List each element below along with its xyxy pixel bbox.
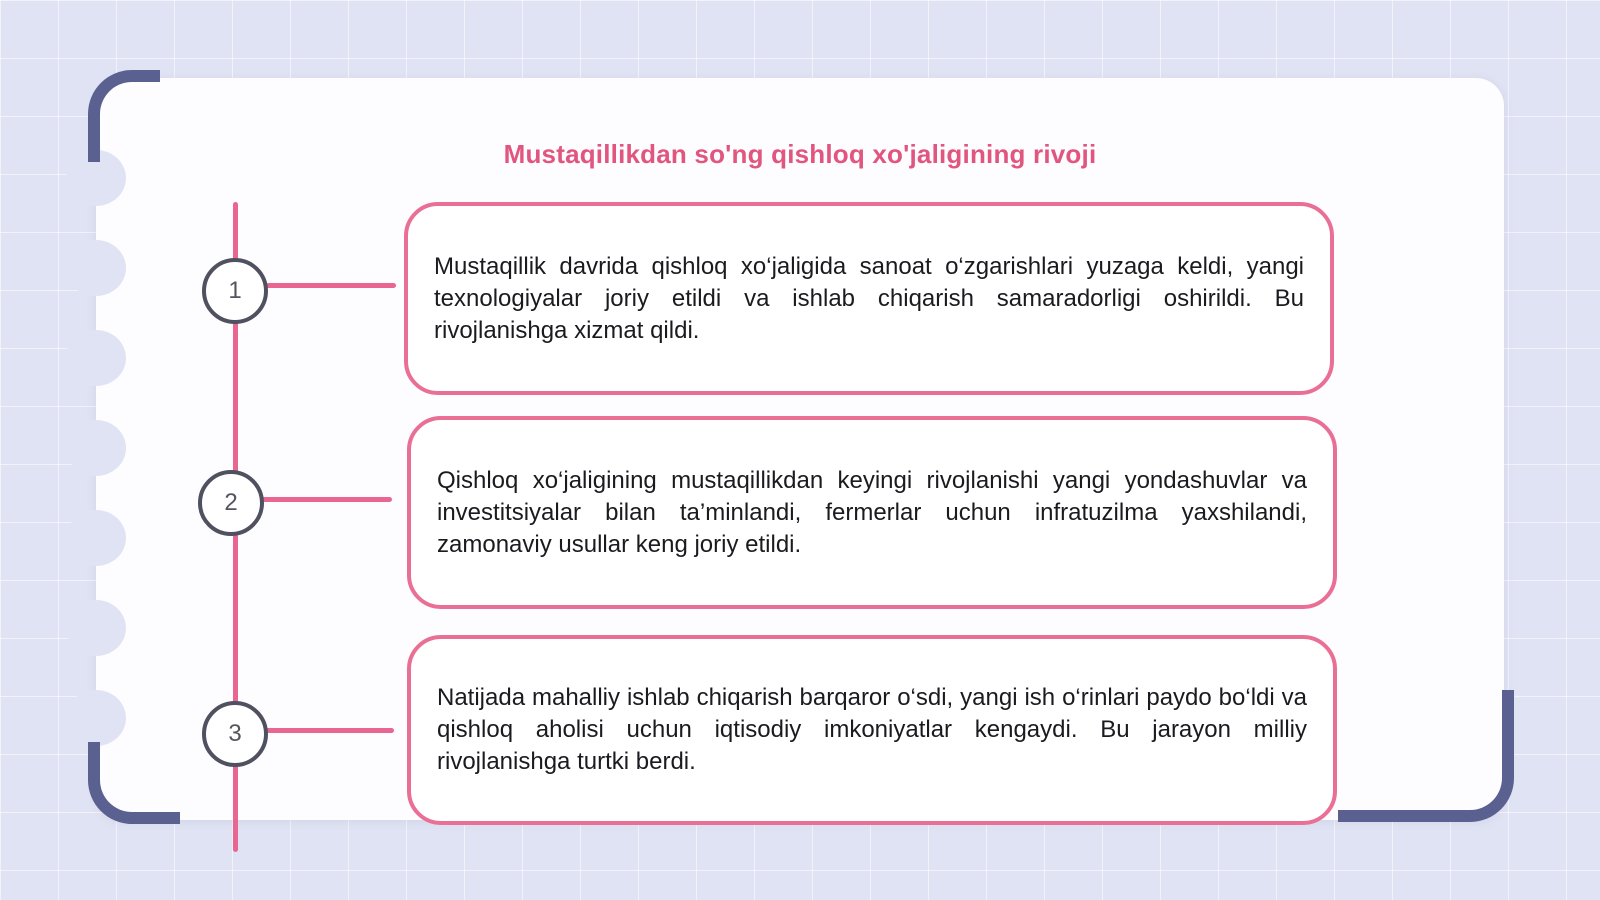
- scallop-decoration: [66, 240, 126, 296]
- step-card-1: [404, 202, 1334, 395]
- slide-title: Mustaqillikdan so'ng qishloq xo'jaligining rivoji: [503, 139, 1097, 170]
- scallop-decoration: [66, 690, 126, 746]
- step-card-2: [407, 416, 1337, 609]
- step-number-3: 3: [202, 701, 268, 767]
- step-number-2: 2: [198, 470, 264, 536]
- step-card-3: [407, 635, 1337, 825]
- step-text-3: Natijada mahalliy ishlab chiqarish barqaror o‘sdi, yangi ish o‘rinlari paydo bo‘ldi va qishloq aholisi uchun iqtisodiy imkoniyatlar kengaydi. Bu jarayon milliy rivojlanishga turtki berdi.: [437, 684, 1307, 775]
- timeline-connector-2: [262, 497, 392, 502]
- timeline-connector-3: [266, 728, 394, 733]
- scallop-decoration: [66, 600, 126, 656]
- scallop-decoration: [66, 330, 126, 386]
- scallop-decoration: [66, 510, 126, 566]
- step-text-2: Qishloq xo‘jaligining mustaqillikdan keyingi rivojlanishi yangi yondashuvlar va investitsiyalar bilan ta’minlandi, fermerlar uchun infratuzilma yaxshilandi, zamonaviy usullar keng joriy etildi.: [437, 466, 1307, 558]
- step-number-1: 1: [202, 258, 268, 324]
- frame-corner-bottom-right: [1338, 690, 1514, 822]
- frame-corner-bottom-left: [88, 742, 180, 824]
- scallop-decoration: [66, 420, 126, 476]
- step-text-1: Mustaqillik davrida qishloq xo‘jaligida sanoat o‘zgarishlari yuzaga keldi, yangi texnologiyalar joriy etildi va ishlab chiqarish samaradorligi oshirildi. Bu rivojlanishga xizmat qildi.: [434, 252, 1304, 344]
- timeline-connector-1: [266, 283, 396, 288]
